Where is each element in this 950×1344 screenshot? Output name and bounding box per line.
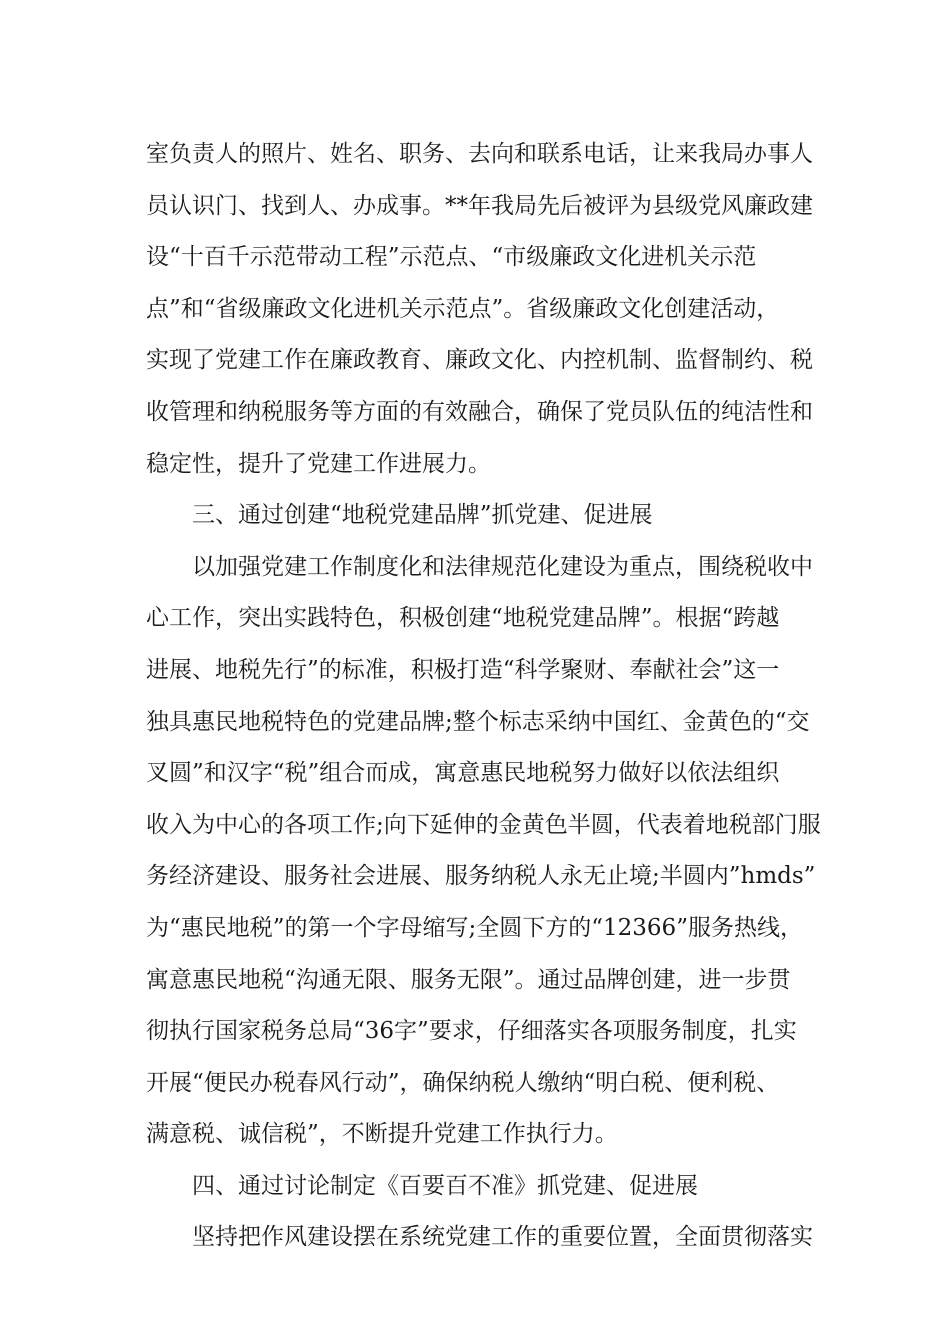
- paragraph-line: 稳定性，提升了党建工作进展力。: [146, 450, 491, 477]
- paragraph-line: 彻执行国家税务总局“36字”要求，仔细落实各项服务制度，扎实: [146, 1018, 797, 1045]
- paragraph-line: 务经济建设、服务社会进展、服务纳税人永无止境;半圆内”hmds”: [146, 863, 816, 890]
- paragraph-line: 实现了党建工作在廉政教育、廉政文化、内控机制、监督制约、税: [146, 347, 813, 374]
- document-body: [146, 129, 826, 1264]
- paragraph-line: 为“惠民地税”的第一个字母缩写;全圆下方的“12366”服务热线，: [146, 914, 803, 941]
- paragraph-line: 叉圆”和汉字“税”组合而成，寓意惠民地税努力做好以依法组织: [146, 760, 780, 787]
- paragraph-line: 收入为中心的各项工作;向下延伸的金黄色半圆，代表着地税部门服: [146, 811, 821, 838]
- paragraph-line: 收管理和纳税服务等方面的有效融合，确保了党员队伍的纯洁性和: [146, 398, 813, 425]
- paragraph-line: 员认识门、找到人、办成事。**年我局先后被评为县级党风廉政建: [146, 192, 813, 219]
- paragraph-line: 开展“便民办税春风行动”，确保纳税人缴纳“明白税、便利税、: [146, 1069, 780, 1096]
- paragraph-line: 寓意惠民地税“沟通无限、服务无限”。通过品牌创建，进一步贯: [146, 966, 791, 993]
- section-heading: 四、通过讨论制定《百要百不准》抓党建、促进展: [192, 1172, 698, 1199]
- paragraph-line: 坚持把作风建设摆在系统党建工作的重要位置，全面贯彻落实: [192, 1224, 813, 1251]
- paragraph-line: 设“十百千示范带动工程”示范点、“市级廉政文化进机关示范: [146, 244, 757, 271]
- paragraph-line: 独具惠民地税特色的党建品牌;整个标志采纳中国红、金黄色的“交: [146, 708, 810, 735]
- paragraph-line: 满意税、诚信税”，不断提升党建工作执行力。: [146, 1121, 618, 1148]
- paragraph-line: 以加强党建工作制度化和法律规范化建设为重点，围绕税收中: [192, 553, 813, 580]
- paragraph-line: 心工作，突出实践特色，积极创建“地税党建品牌”。根据“跨越: [146, 605, 780, 632]
- section-heading: 三、通过创建“地税党建品牌”抓党建、促进展: [192, 502, 653, 529]
- paragraph-line: 点”和“省级廉政文化进机关示范点”。省级廉政文化创建活动，: [146, 295, 780, 322]
- paragraph-line: 进展、地税先行”的标准，积极打造“科学聚财、奉献社会”这一: [146, 656, 780, 683]
- paragraph-line: 室负责人的照片、姓名、职务、去向和联系电话，让来我局办事人: [146, 141, 813, 167]
